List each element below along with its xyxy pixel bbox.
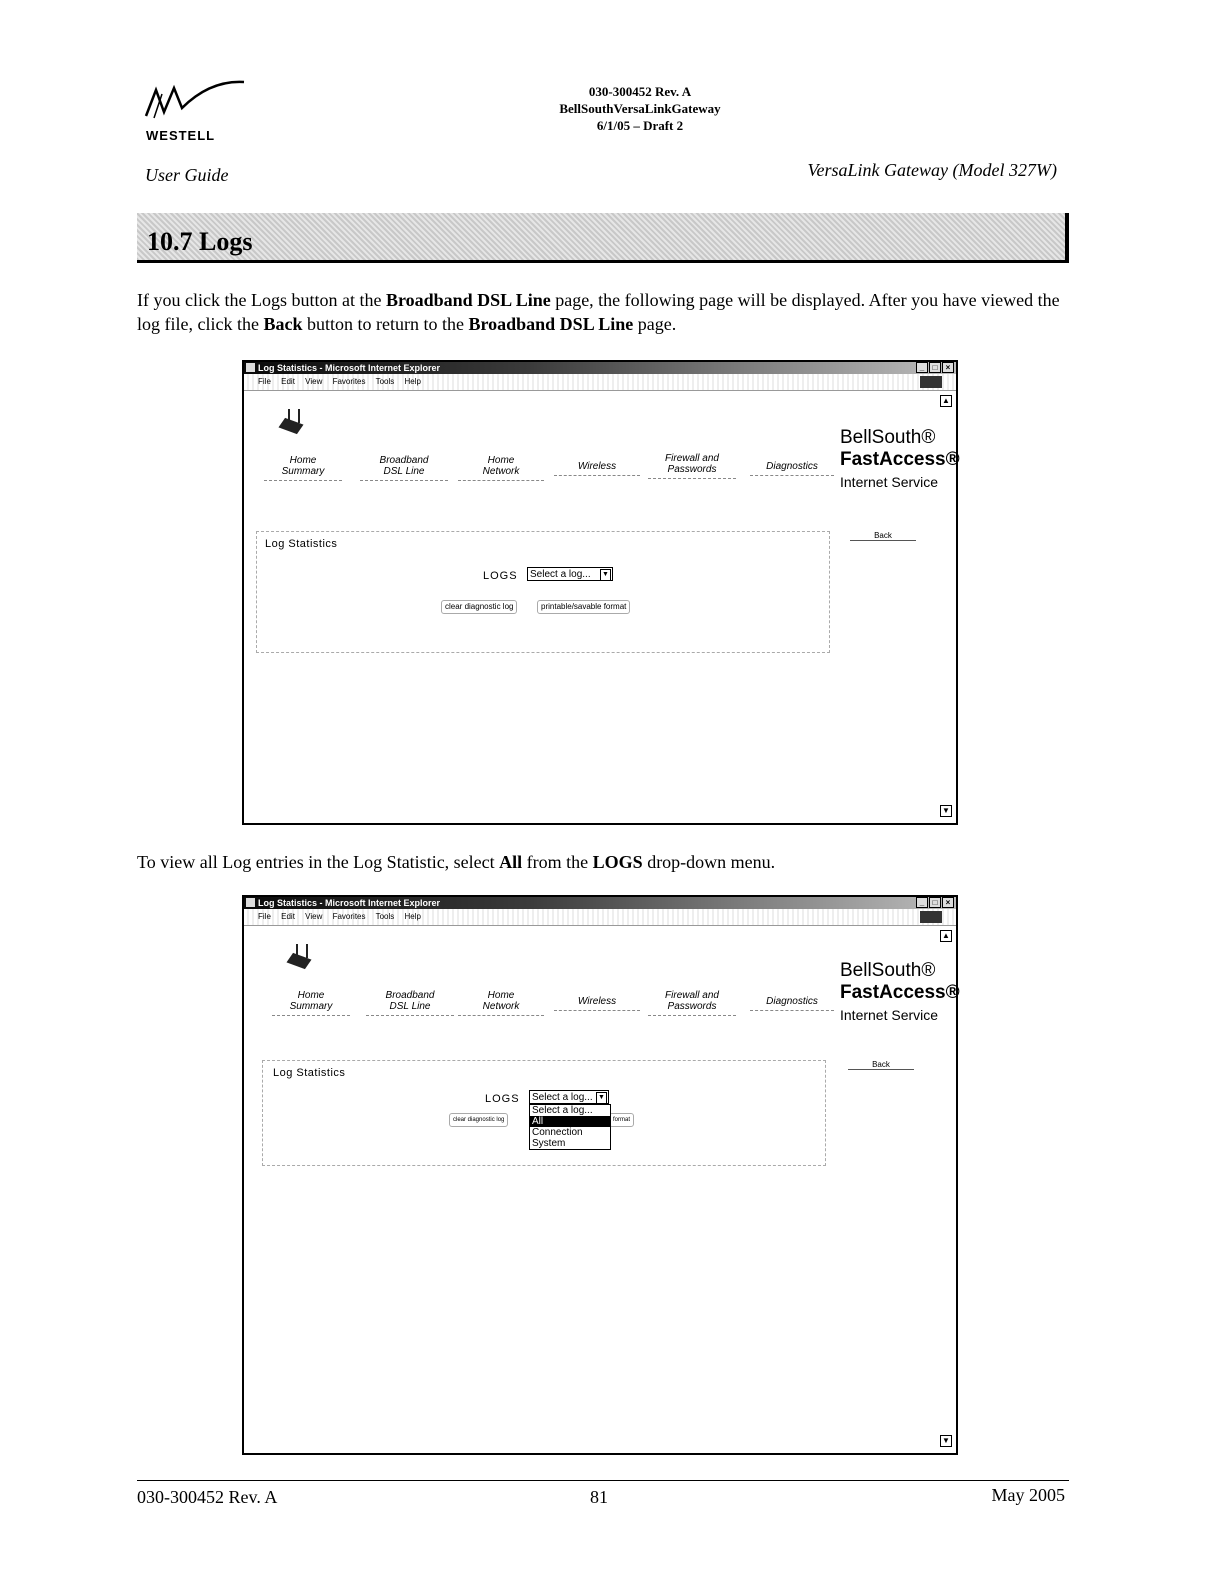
nav-label: Passwords bbox=[667, 464, 717, 475]
brand-line1: BellSouth® bbox=[840, 427, 936, 448]
page-content bbox=[244, 391, 960, 821]
printable-format-button[interactable]: printable/savable format bbox=[537, 600, 630, 614]
nav-label: Home bbox=[487, 455, 515, 466]
menu-bar bbox=[244, 909, 956, 926]
menu-help[interactable]: Help bbox=[404, 377, 421, 386]
back-button[interactable]: Back bbox=[848, 1060, 914, 1070]
text-run: To view all Log entries in the Log Statistic, select bbox=[137, 852, 500, 872]
chevron-down-icon: ▼ bbox=[600, 569, 611, 581]
document-header bbox=[440, 83, 840, 134]
logs-label: LOGS bbox=[485, 1093, 520, 1105]
nav-wireless[interactable] bbox=[554, 996, 640, 1011]
chevron-down-icon: ▼ bbox=[596, 1092, 607, 1104]
menu-tools[interactable]: Tools bbox=[375, 377, 395, 386]
ie-icon bbox=[246, 363, 255, 372]
text-run-bold: All bbox=[499, 852, 523, 872]
logs-label: LOGS bbox=[483, 570, 518, 582]
back-button[interactable]: Back bbox=[850, 531, 916, 541]
nav-diagnostics[interactable] bbox=[750, 461, 834, 476]
windows-logo-icon bbox=[920, 911, 942, 923]
nav-label: Firewall and bbox=[665, 990, 719, 1001]
text-run: button to return to the bbox=[302, 314, 469, 334]
nav-label: Diagnostics bbox=[766, 461, 818, 472]
nav-label: Broadband bbox=[385, 990, 435, 1001]
text-run: button at the bbox=[286, 290, 386, 310]
close-icon[interactable]: × bbox=[942, 897, 954, 908]
paragraph-view-all bbox=[137, 850, 1077, 874]
nav-diagnostics[interactable] bbox=[750, 996, 834, 1011]
dropdown-option[interactable]: Select a log... bbox=[532, 1105, 593, 1116]
text-run: page, the following page will be displayed. After you have viewed the log file, click the bbox=[137, 290, 1060, 334]
ie-icon bbox=[246, 898, 255, 907]
menu-view[interactable]: View bbox=[305, 377, 323, 386]
menu-favorites[interactable]: Favorites bbox=[332, 377, 366, 386]
nav-firewall[interactable] bbox=[648, 453, 736, 479]
browser-window-1 bbox=[242, 360, 958, 825]
menu-bar bbox=[244, 374, 956, 391]
window-title: Log Statistics - Microsoft Internet Explorer bbox=[258, 898, 441, 908]
panel-title: Log Statistics bbox=[273, 1067, 346, 1079]
menu-view[interactable]: View bbox=[305, 912, 323, 921]
text-run-bold: Broadband DSL Line bbox=[385, 290, 551, 310]
section-title: 10.7 Logs bbox=[147, 227, 253, 256]
brand-line3: Internet Service bbox=[840, 1007, 939, 1023]
nav-label: Firewall and bbox=[665, 453, 719, 464]
log-statistics-panel bbox=[262, 1060, 826, 1166]
nav-label: DSL Line bbox=[389, 1001, 431, 1012]
text-run: page. bbox=[633, 314, 677, 334]
paragraph-intro bbox=[137, 288, 1077, 336]
menu-edit[interactable]: Edit bbox=[281, 377, 295, 386]
scroll-up-icon[interactable]: ▲ bbox=[940, 395, 952, 407]
text-run: from the bbox=[522, 852, 593, 872]
log-statistics-panel bbox=[256, 531, 830, 653]
scroll-down-icon[interactable]: ▼ bbox=[940, 805, 952, 817]
doc-number: 030-300452 Rev. A bbox=[588, 84, 692, 99]
header-right-title: VersaLink Gateway (Model 327W) bbox=[807, 160, 1057, 180]
nav-home-summary[interactable] bbox=[272, 990, 350, 1016]
menu-tools[interactable]: Tools bbox=[375, 912, 395, 921]
window-title: Log Statistics - Microsoft Internet Explorer bbox=[258, 363, 441, 373]
footer-doc-number: 030-300452 Rev. A bbox=[137, 1487, 278, 1507]
header-left-title: User Guide bbox=[145, 165, 229, 185]
log-select[interactable] bbox=[529, 1090, 609, 1104]
windows-logo-icon bbox=[920, 376, 942, 388]
nav-firewall[interactable] bbox=[648, 990, 736, 1016]
text-run: drop-down menu. bbox=[642, 852, 776, 872]
page-number: 81 bbox=[590, 1487, 608, 1507]
text-run: If you click the bbox=[137, 290, 251, 310]
printable-format-button[interactable]: format bbox=[609, 1113, 634, 1127]
doc-date: 6/1/05 – Draft 2 bbox=[596, 118, 684, 133]
nav-label: Wireless bbox=[577, 461, 617, 472]
brand-line1: BellSouth® bbox=[840, 960, 936, 981]
nav-label: Home bbox=[289, 455, 317, 466]
nav-label: Wireless bbox=[577, 996, 617, 1007]
doc-name: BellSouthVersaLinkGateway bbox=[559, 101, 721, 116]
log-select[interactable] bbox=[527, 567, 613, 581]
maximize-icon[interactable]: □ bbox=[929, 362, 941, 373]
text-run-bold: Broadband DSL Line bbox=[468, 314, 634, 334]
nav-broadband-dsl[interactable] bbox=[360, 455, 448, 481]
nav-home-network[interactable] bbox=[458, 455, 544, 481]
westell-logo bbox=[140, 78, 250, 148]
clear-diagnostic-log-button[interactable]: clear diagnostic log bbox=[441, 600, 517, 614]
footer-rule bbox=[137, 1480, 1069, 1481]
clear-diagnostic-log-button[interactable]: clear diagnostic log bbox=[449, 1113, 508, 1127]
dropdown-option-selected[interactable]: All bbox=[530, 1116, 610, 1127]
nav-label: DSL Line bbox=[383, 466, 425, 477]
bellsouth-brand bbox=[840, 960, 960, 1026]
window-titlebar bbox=[244, 362, 956, 374]
menu-file[interactable]: File bbox=[258, 912, 271, 921]
page-content bbox=[244, 926, 960, 1451]
nav-label: Broadband bbox=[379, 455, 429, 466]
section-heading-bar bbox=[137, 213, 1069, 263]
nav-label: Home bbox=[297, 990, 325, 1001]
text-run-bold: Back bbox=[263, 314, 303, 334]
scroll-up-icon[interactable]: ▲ bbox=[940, 930, 952, 942]
menu-file[interactable]: File bbox=[258, 377, 271, 386]
minimize-icon[interactable]: _ bbox=[916, 362, 928, 373]
nav-wireless[interactable] bbox=[554, 461, 640, 476]
nav-label: Network bbox=[482, 466, 520, 477]
nav-home-network[interactable] bbox=[458, 990, 544, 1016]
nav-label: Summary bbox=[281, 466, 325, 477]
select-value: Select a log... bbox=[532, 1092, 593, 1103]
menu-favorites[interactable]: Favorites bbox=[332, 912, 366, 921]
brand-line2: FastAccess® bbox=[840, 449, 960, 470]
minimize-icon[interactable]: _ bbox=[916, 897, 928, 908]
logo-wordmark: WESTELL bbox=[146, 128, 216, 143]
log-dropdown-list bbox=[529, 1104, 611, 1150]
dropdown-option[interactable]: System bbox=[532, 1138, 566, 1149]
menu-help[interactable]: Help bbox=[404, 912, 421, 921]
bellsouth-brand bbox=[840, 427, 960, 493]
router-icon bbox=[276, 407, 308, 437]
nav-label: Network bbox=[482, 1001, 520, 1012]
nav-label: Summary bbox=[289, 1001, 333, 1012]
close-icon[interactable]: × bbox=[942, 362, 954, 373]
router-icon bbox=[284, 942, 316, 972]
browser-window-2 bbox=[242, 895, 958, 1455]
panel-title: Log Statistics bbox=[265, 538, 338, 550]
text-run-bold: LOGS bbox=[592, 852, 643, 872]
nav-label: Diagnostics bbox=[766, 996, 818, 1007]
menu-edit[interactable]: Edit bbox=[281, 912, 295, 921]
footer-date: May 2005 bbox=[991, 1485, 1065, 1505]
westell-logo-mark bbox=[140, 78, 250, 128]
nav-label: Home bbox=[487, 990, 515, 1001]
nav-home-summary[interactable] bbox=[264, 455, 342, 481]
scroll-down-icon[interactable]: ▼ bbox=[940, 1435, 952, 1447]
text-run: Logs bbox=[250, 290, 287, 310]
select-value: Select a log... bbox=[530, 569, 591, 580]
nav-broadband-dsl[interactable] bbox=[366, 990, 454, 1016]
dropdown-option[interactable]: Connection bbox=[532, 1127, 583, 1138]
nav-label: Passwords bbox=[667, 1001, 717, 1012]
window-titlebar bbox=[244, 897, 956, 909]
brand-line3: Internet Service bbox=[840, 474, 939, 490]
brand-line2: FastAccess® bbox=[840, 982, 960, 1003]
maximize-icon[interactable]: □ bbox=[929, 897, 941, 908]
